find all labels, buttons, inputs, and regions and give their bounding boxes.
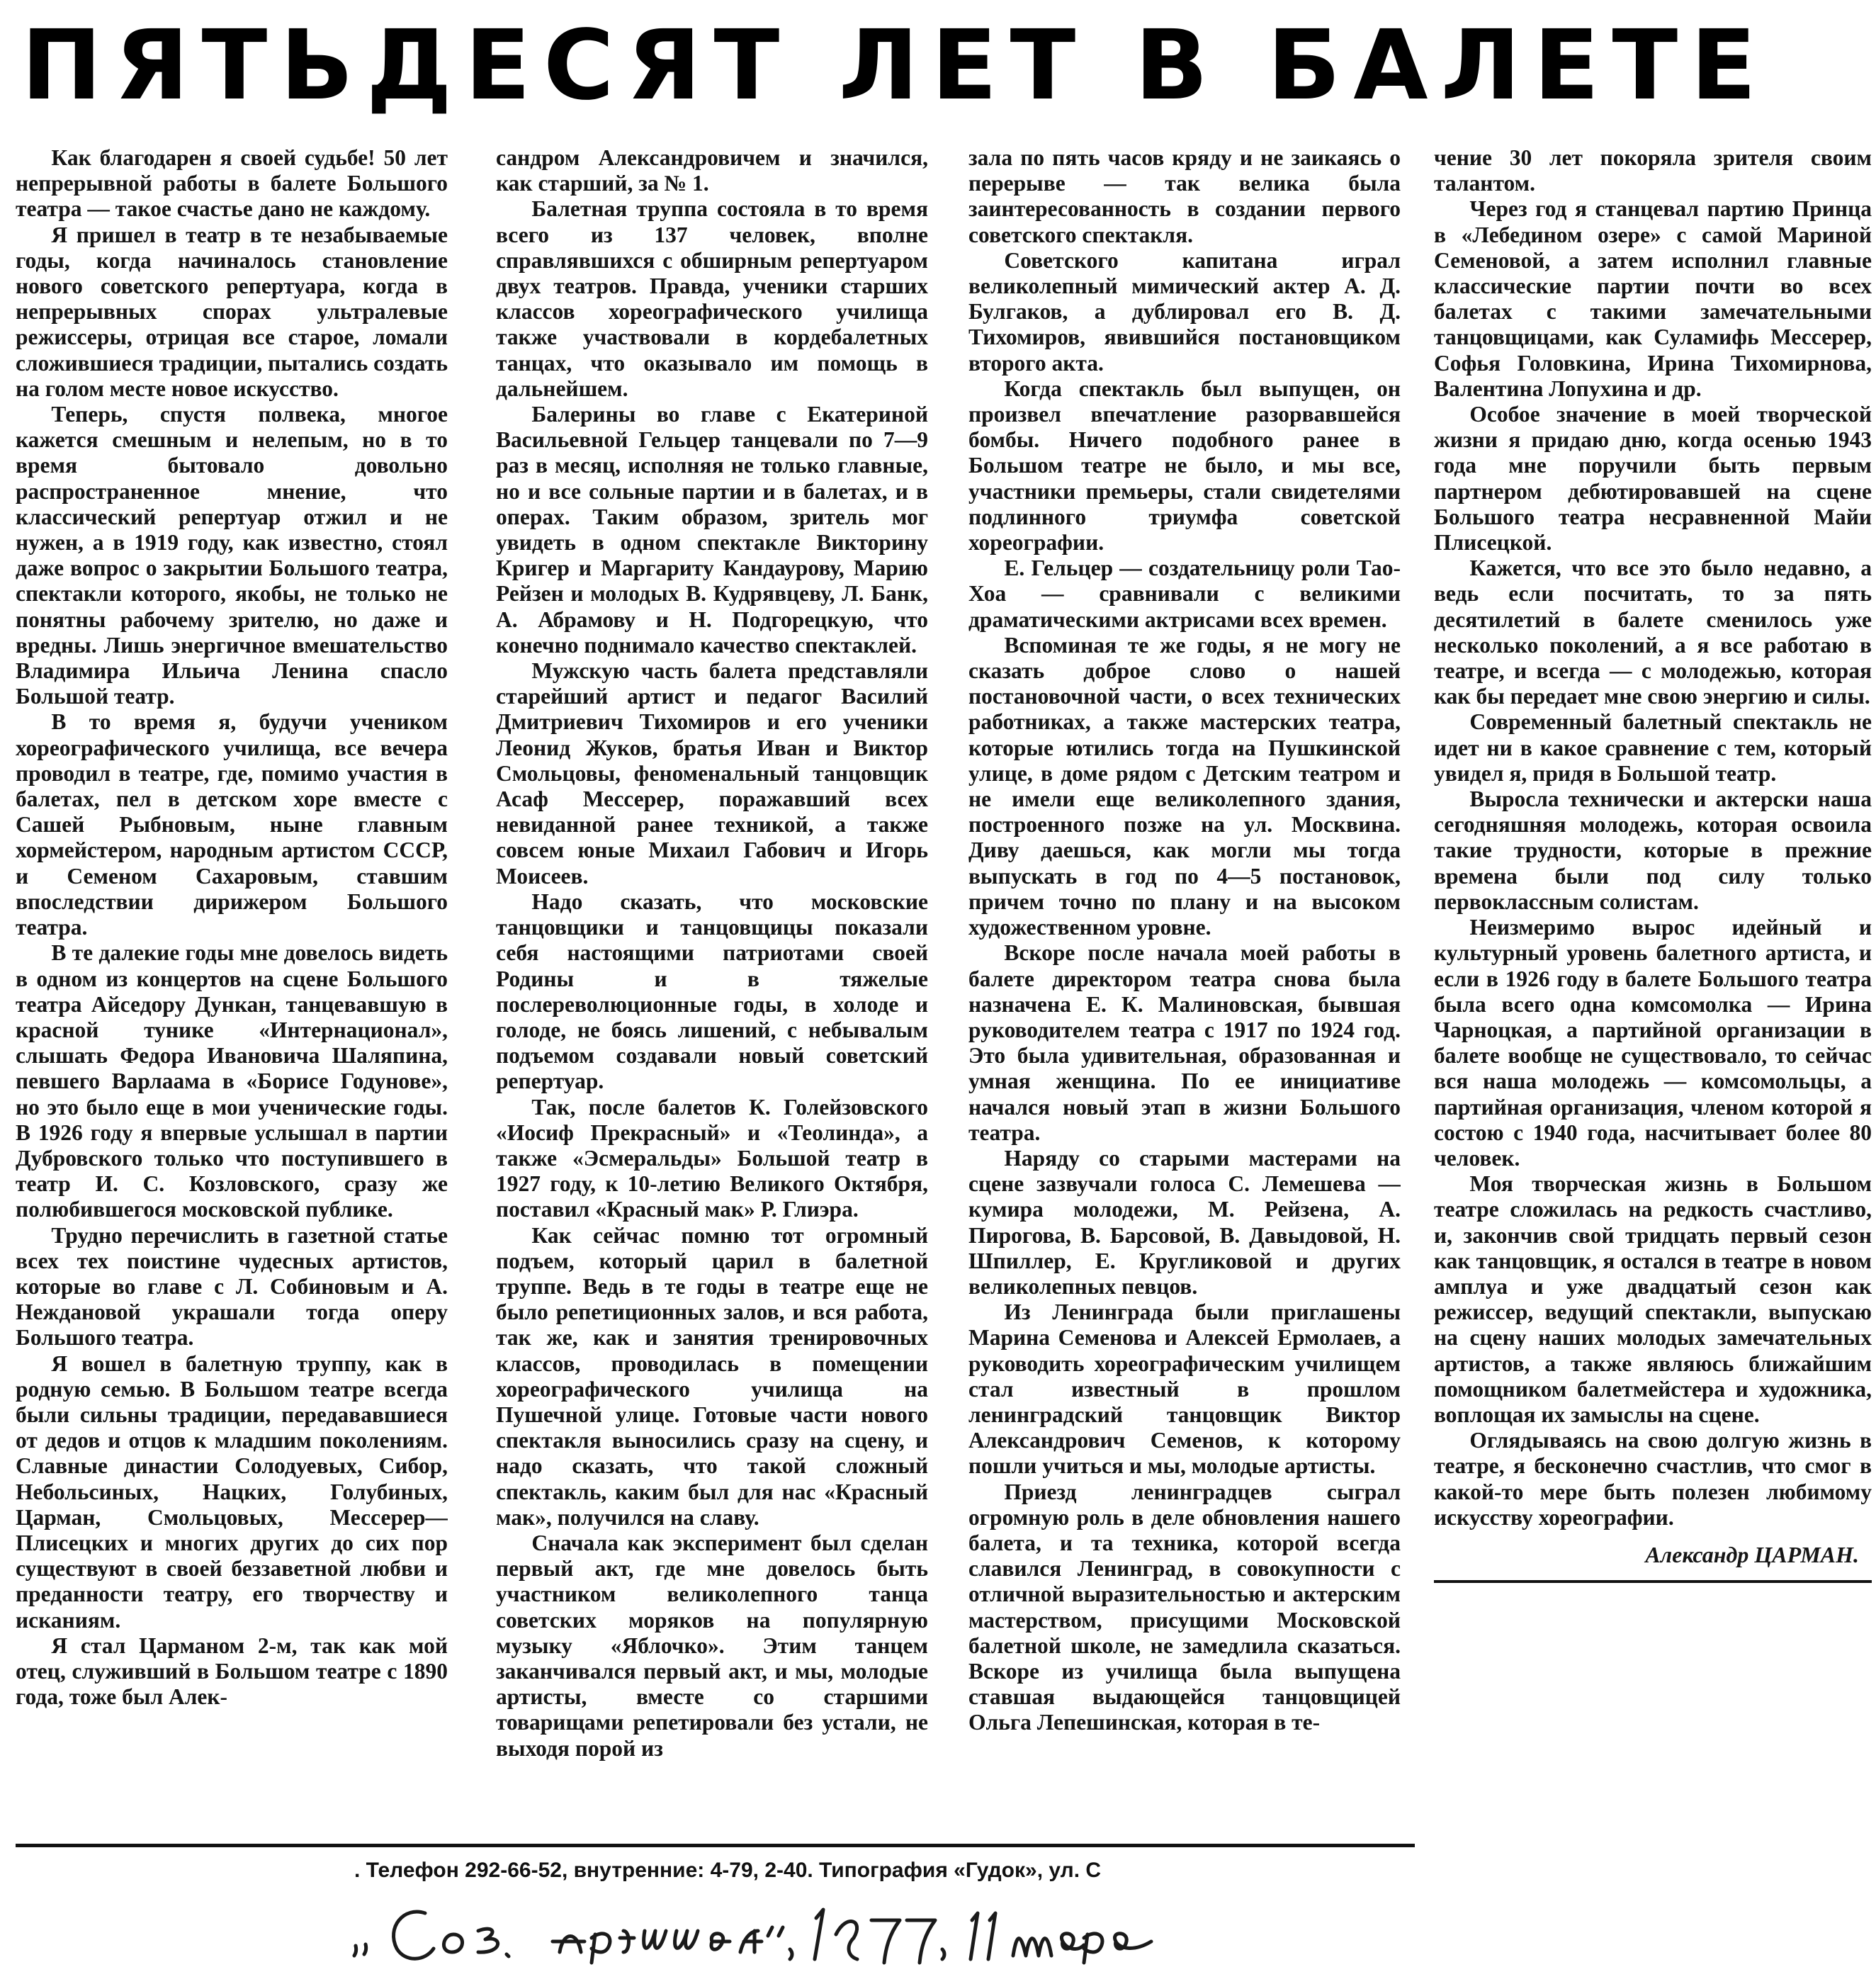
paragraph: чение 30 лет покоряла зрителя своим талантом. — [1434, 145, 1872, 196]
paragraph: Моя творческая жизнь в Большом театре сложилась на редкость счастливо, и, закончив свой тридцать первый сезон как танцовщик, я остался в театре в новом амплуа и уже двадцатый сезон как режиссер, ведущий спектакли, выпускаю на сцену наших молодых замечательных артистов, а также являюсь ближайшим помощником балетмейстера и художника, воплощая их замыслы на сцене. — [1434, 1171, 1872, 1427]
imprint-footer: . Телефон 292-66-52, внутренние: 4-79, 2-40. Типография «Гудок», ул. С — [354, 1859, 1102, 1882]
paragraph: Надо сказать, что московские танцовщики и танцовщицы показали себя настоящими патриотами своей Родины и в тяжелые послереволюционные годы, в холоде и голоде, не боясь лишений, с небывалым подъемом создавали новый советский репертуар. — [496, 889, 928, 1094]
paragraph: Балерины во главе с Екатериной Васильевной Гельцер танцевали по 7—9 раз в месяц, исполняя не только главные, но и все сольные партии и в балетах, и в операх. Таким образом, зритель мог увидеть в одном спектакле Викторину Кригер и Маргариту Кандаурову, Марию Рейзен и молодых В. Кудрявцеву, Л. Банк, А. Абрамову и Н. Подгорецкую, что конечно поднимало качество спектаклей. — [496, 402, 928, 658]
paragraph: Современный балетный спектакль не идет ни в какое сравнение с тем, который увидел я, придя в Большой театр. — [1434, 709, 1872, 786]
paragraph: Вспоминая те же годы, я не могу не сказать доброе слово о нашей постановочной части, о всех технических работниках, а также мастерских театра, которые ютились тогда на Пушкинской улице, в доме рядом с Детским театром и не имели еще великолепного здания, построенного позже на ул. Москвина. Диву даешься, как могли мы тогда выпускать в год по 4—5 постановок, причем точно по плану и на высоком художественном уровне. — [968, 632, 1401, 940]
paragraph: Мужскую часть балета представляли старейший артист и педагог Василий Дмитриевич Тихомиров и его ученики Леонид Жуков, братья Иван и Виктор Смольцовы, феноменальный танцовщик Асаф Мессерер, поражавший всех невиданной ранее техникой, а также совсем юные Михаил Габович и Игорь Моисеев. — [496, 658, 928, 889]
paragraph: Когда спектакль был выпущен, он произвел впечатление разорвавшейся бомбы. Ничего подобного ранее в Большом театре не было, и мы все, участники премьеры, стали свидетелями подлинного триумфа советской хореографии. — [968, 376, 1401, 556]
paragraph: Сначала как эксперимент был сделан первый акт, где мне довелось быть участником великолепного танца советских моряков на популярную музыку «Яблочко». Этим танцем заканчивался первый акт, и мы, молодые артисты, вместе со старшими товарищами репетировали без устали, не выходя порой из — [496, 1530, 928, 1761]
paragraph: Е. Гельцер — создательницу роли Тао-Хоа — сравнивали с великими драматическими актрисами всех времен. — [968, 556, 1401, 632]
paragraph: Как благодарен я своей судьбе! 50 лет непрерывной работы в балете Большого театра — такое счастье дано не каждому. — [16, 145, 448, 222]
paragraph: Особое значение в моей творческой жизни я придаю дню, когда осенью 1943 года мне поручили быть первым партнером дебютировавшей на сцене Большого театра несравненной Майи Плисецкой. — [1434, 402, 1872, 556]
article-column-4 — [1434, 145, 1872, 1842]
article-column-2 — [496, 145, 928, 1842]
paragraph: Вскоре после начала моей работы в балете директором театра снова была назначена Е. К. Малиновская, бывшая руководителем театра с 1917 по 1924 год. Это была удивительная, образованная и умная женщина. По ее инициативе начался новый этап в жизни Большого театра. — [968, 940, 1401, 1145]
paragraph: Оглядываясь на свою долгую жизнь в театре, я бесконечно счастлив, что смог в какой-то мере быть полезен любимому искусству хореографии. — [1434, 1428, 1872, 1530]
paragraph: Я вошел в балетную труппу, как в родную семью. В Большом театре всегда были сильны традиции, передававшиеся от дедов и отцов к младшим поколениям. Славные династии Солодуевых, Сибор, Небольсиных, Нацких, Голубиных, Царман, Смольцовых, Мессерер—Плисецких и многих других до сих пор существуют в своей беззаветной любви и преданности театру, его творчеству и исканиям. — [16, 1351, 448, 1633]
paragraph: Так, после балетов К. Голейзовского «Иосиф Прекрасный» и «Теолинда», а также «Эсмеральды» Большой театр в 1927 году, к 10-летию Великого Октября, поставил «Красный мак» Р. Глиэра. — [496, 1094, 928, 1222]
paragraph: В те далекие годы мне довелось видеть в одном из концертов на сцене Большого театра Айседору Дункан, танцевавшую в красной тунике «Интернационал», слышать Федора Ивановича Шаляпина, певшего Варлаама в «Борисе Годунове», но это было еще в мои ученические годы. В 1926 году я впервые услышал в партии Дубровского только что поступившего в театр И. С. Козловского, сразу же полюбившегося московской публике. — [16, 940, 448, 1222]
bottom-rule — [16, 1844, 1415, 1847]
article-column-1 — [16, 145, 448, 1842]
author-signature: Александр ЦАРМАН. — [1645, 1541, 1859, 1567]
paragraph: В то время я, будучи учеником хореографического училища, все вечера проводил в театре, где, помимо участия в балетах, пел в детском хоре вместе с Сашей Рыбновым, ныне главным хормейстером, народным артистом СССР, и Семеном Сахаровым, ставшим впоследствии дирижером Большого театра. — [16, 709, 448, 940]
paragraph: Через год я станцевал партию Принца в «Лебедином озере» с самой Мариной Семеновой, а затем исполнил главные классические партии почти во всех балетах с такими замечательными танцовщицами, как Суламифь Мессерер, Софья Головкина, Ирина Тихомирнова, Валентина Лопухина и др. — [1434, 196, 1872, 401]
article-body — [16, 145, 1876, 1842]
paragraph: Трудно перечислить в газетной статье всех тех поистине чудесных артистов, которые во главе с Л. Собиновым и А. Неждановой украшали тогда оперу Большого театра. — [16, 1222, 448, 1351]
headline: ПЯТЬДЕСЯТ ЛЕТ В БАЛЕТЕ — [21, 10, 1770, 122]
paragraph: сандром Александровичем и значился, как старший, за № 1. — [496, 145, 928, 196]
article-column-3 — [968, 145, 1401, 1842]
paragraph: Советского капитана играл великолепный мимический актер А. Д. Булгаков, а дублировал его В. Д. Тихомиров, явившийся постановщиком второго акта. — [968, 247, 1401, 376]
paragraph: Как сейчас помню тот огромный подъем, который царил в балетной труппе. Ведь в те годы в театре еще не было репетиционных залов, и вся работа, так же, как и занятия тренировочных классов, проводилась в помещении хореографического училища на Пушечной улице. Готовые части нового спектакля выносились сразу на сцену, и надо сказать, что такой сложный спектакль, каким был для нас «Красный мак», получился на славу. — [496, 1222, 928, 1530]
paragraph: Кажется, что все это было недавно, а ведь если посчитать, то за пять десятилетий в балете сменилось уже несколько поколений, а я все работаю в театре, и всегда — с молодежью, которая как бы передает мне свою энергию и силы. — [1434, 556, 1872, 709]
handwriting-scribble — [347, 1892, 1268, 1970]
paragraph: Наряду со старыми мастерами на сцене зазвучали голоса С. Лемешева — кумира молодежи, М. Рейзена, А. Пирогова, В. Барсовой, В. Давыдовой, Н. Шпиллер, Е. Кругликовой и других великолепных певцов. — [968, 1145, 1401, 1299]
paragraph: Я стал Царманом 2-м, так как мой отец, служивший в Большом театре с 1890 года, тоже был Алек- — [16, 1633, 448, 1710]
signature-rule — [1434, 1580, 1872, 1583]
paragraph: зала по пять часов кряду и не заикаясь о перерыве — так велика была заинтересованность в создании первого советского спектакля. — [968, 145, 1401, 247]
paragraph: Из Ленинграда были приглашены Марина Семенова и Алексей Ермолаев, а руководить хореографическим училищем стал известный в прошлом ленинградский танцовщик Виктор Александрович Семенов, к которому пошли учиться и мы, молодые артисты. — [968, 1300, 1401, 1479]
paragraph: Теперь, спустя полвека, многое кажется смешным и нелепым, но в то время бытовало довольно распространенное мнение, что классический репертуар отжил и не нужен, а в 1919 году, как известно, стоял даже вопрос о закрытии Большого театра, спектакли которого, якобы, не только не понятны рабочему зрителю, но даже и вредны. Лишь энергичное вмешательство Владимира Ильича Ленина спасло Большой театр. — [16, 402, 448, 709]
paragraph: Приезд ленинградцев сыграл огромную роль в деле обновления нашего балета, и та техника, которой всегда славился Ленинград, в совокупности с отличной выразительностью и актерским мастерством, присущими Московской балетной школе, не замедлила сказаться. Вскоре из училища была выпущена ставшая выдающейся танцовщицей Ольга Лепешинская, которая в те- — [968, 1479, 1401, 1735]
paragraph: Неизмеримо вырос идейный и культурный уровень балетного артиста, и если в 1926 году в балете Большого театра была всего одна комсомолка — Ирина Чарноцкая, а партийной организации в балете вообще не существовало, то сейчас вся наша молодежь — комсомольцы, а партийная организация, членом которой я состою с 1940 года, насчитывает более 80 человек. — [1434, 915, 1872, 1171]
handwritten-source-note — [347, 1892, 1268, 1970]
paragraph: Я пришел в театр в те незабываемые годы, когда начиналось становление нового советского репертуара, когда в непрерывных спорах ультралевые режиссеры, отрицая все старое, ломали сложившиеся традиции, пытались создать на голом месте новое искусство. — [16, 222, 448, 401]
paragraph: Выросла технически и актерски наша сегодняшняя молодежь, которая освоила такие трудности, которые в прежние времена были под силу только первоклассным солистам. — [1434, 787, 1872, 914]
paragraph: Балетная труппа состояла в то время всего из 137 человек, вполне справлявшихся с обширным репертуаром двух театров. Правда, ученики старших классов хореографического училища также участвовали в кордебалетных танцах, что оказывало им помощь в дальнейшем. — [496, 196, 928, 401]
